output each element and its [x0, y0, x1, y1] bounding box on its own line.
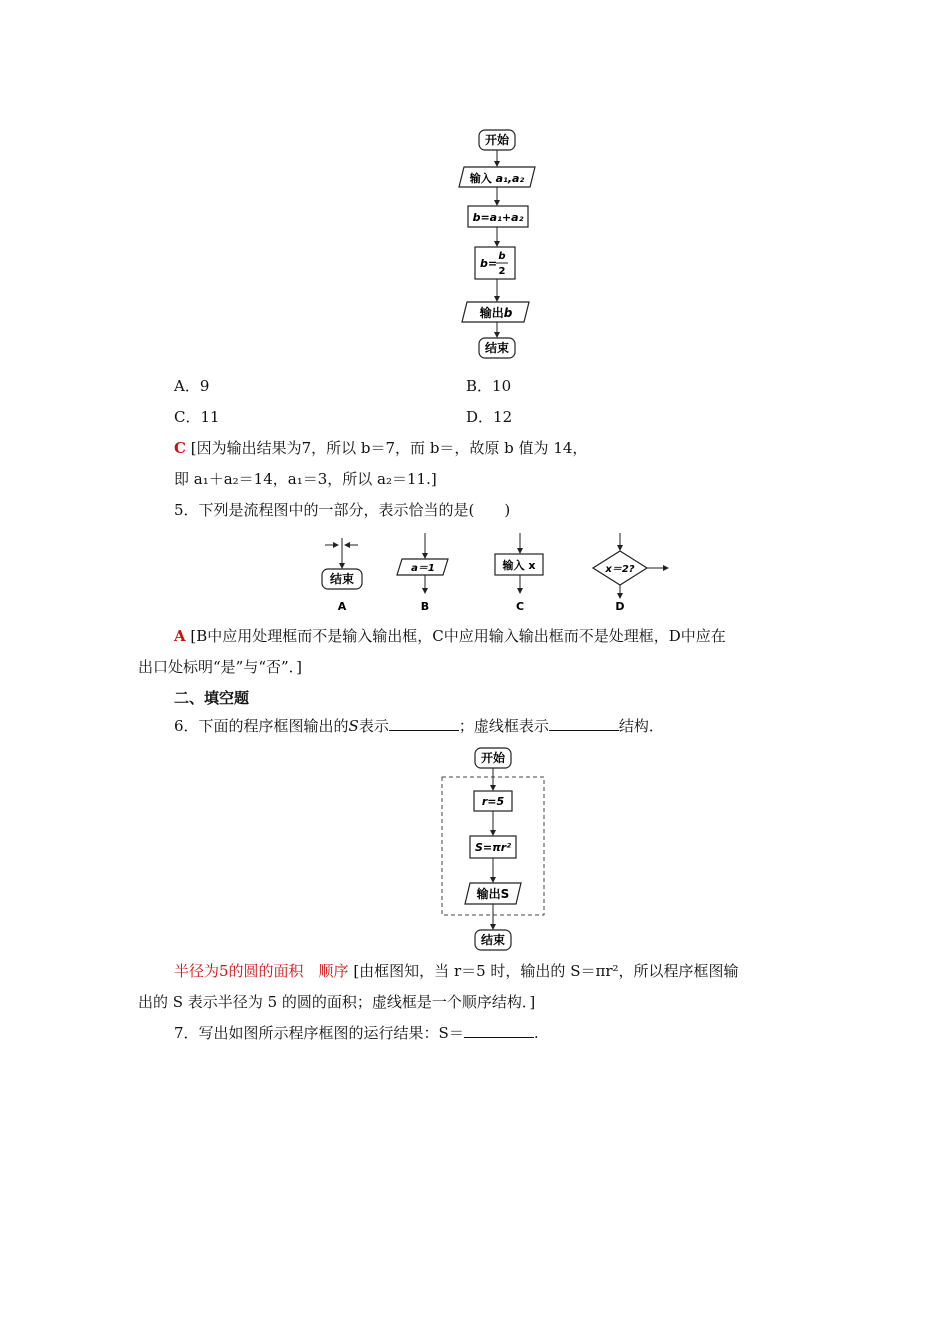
end-label: 结束 — [480, 933, 506, 947]
q6-stem-b: 表示 — [358, 717, 389, 735]
process-half-den: 2 — [498, 266, 506, 277]
q6-blank-2 — [549, 716, 619, 731]
q6-stem — [174, 716, 664, 736]
fig-a-box: 结束 — [329, 572, 355, 586]
process-r-label: r=5 — [481, 795, 505, 808]
fig-c-box: 输入 x — [502, 559, 536, 572]
fig-b-label: B — [420, 600, 430, 613]
input-label: 输入 — [469, 172, 492, 185]
q6-exp1: [由框图知，当 r＝5 时，输出的 S＝πr²，所以程序框图输 — [353, 962, 739, 980]
q7-stem — [174, 1023, 539, 1043]
q5-figures — [315, 530, 675, 620]
output-label: 输出 — [479, 306, 504, 320]
process-half-lhs: b= — [480, 257, 498, 270]
q6-stem-var: S — [348, 717, 359, 735]
start-label: 开始 — [480, 751, 506, 765]
option-d: D．12 — [466, 408, 513, 426]
q7-stem-text: 7．写出如图所示程序框图的运行结果：S＝ — [174, 1024, 464, 1042]
q7-end: . — [533, 1024, 539, 1042]
option-b: B．10 — [466, 377, 512, 395]
fig-d-label: D — [615, 600, 625, 613]
svg-text:输入 a₁,a₂ — [469, 171, 525, 185]
fig-a-label: A — [337, 600, 347, 613]
option-a: A．9 — [174, 377, 210, 395]
fig-b-box: a＝1 — [411, 563, 435, 574]
output-var: b — [503, 306, 513, 320]
q6-explanation-line1 — [174, 961, 739, 981]
section-heading: 二、填空题 — [174, 689, 250, 707]
q4-exp1: [因为输出结果为7，所以 b＝7，而 b＝，故原 b 值为 14， — [190, 439, 588, 457]
q5-stem: 5．下列是流程图中的一部分，表示恰当的是( ) — [174, 501, 511, 519]
process-half-num: b — [498, 251, 506, 262]
flowchart-q4 — [437, 125, 557, 365]
q6-answer: 半径为5的圆的面积 顺序 — [174, 962, 349, 980]
q4-explanation-line2: 即 a₁＋a₂＝14，a₁＝3，所以 a₂＝11.] — [174, 470, 437, 488]
q6-stem-a: 6．下面的程序框图输出的 — [174, 717, 349, 735]
q5-explanation-line1 — [174, 626, 726, 646]
q4-explanation-line1 — [174, 438, 587, 458]
q6-stem-c: ；虚线框表示 — [458, 717, 549, 735]
option-c: C．11 — [174, 408, 220, 426]
q4-answer: C — [174, 439, 186, 457]
q5-explanation-line2: 出口处标明“是”与“否”．] — [138, 658, 303, 676]
fig-c-label: C — [515, 600, 525, 613]
input-vars: a₁,a₂ — [495, 172, 525, 185]
q6-stem-d: 结构． — [618, 717, 664, 735]
q6-explanation-line2: 出的 S 表示半径为 5 的圆的面积；虚线框是一个顺序结构．] — [138, 993, 536, 1011]
fig-d-box: x＝2? — [605, 564, 635, 575]
start-label: 开始 — [484, 133, 510, 147]
output-label: 输出S — [476, 887, 510, 901]
end-label: 结束 — [484, 341, 510, 355]
process-s-label: S=πr² — [474, 841, 512, 854]
q7-blank — [464, 1023, 534, 1038]
process-sum-label: b=a₁+a₂ — [472, 211, 524, 224]
q6-blank-1 — [389, 716, 459, 731]
q5-answer: A — [174, 627, 186, 645]
q5-exp1: [B中应用处理框而不是输入输出框，C中应用输入输出框而不是处理框，D中应在 — [190, 627, 726, 645]
svg-text:输出b — [479, 305, 513, 320]
flowchart-q6 — [437, 742, 557, 952]
